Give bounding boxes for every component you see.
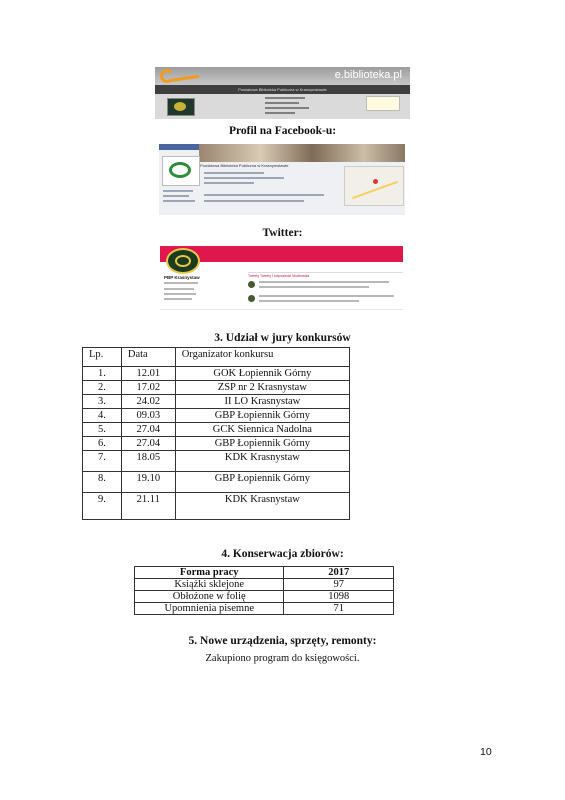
profile-picture [162,156,200,186]
header-year: 2017 [284,567,394,579]
table-row [83,493,350,520]
text-line [259,295,394,297]
text-line [204,172,264,174]
page-number: 10 [480,746,492,758]
text-line [204,200,304,202]
table-row [83,423,350,437]
twitter-stats-bar [248,263,403,273]
brand-text: e.biblioteka.pl [334,69,402,81]
text-line [259,286,369,288]
row-lp: 8. [83,472,122,493]
text-line [163,195,189,197]
row-lp: 5. [83,423,122,437]
text-line [259,281,389,283]
conservation-table [134,566,394,615]
text-line [164,293,196,295]
row-date: 24.02 [121,395,175,409]
text-line [204,177,284,179]
row-lp: 6. [83,437,122,451]
text-line [164,288,194,290]
row-lp: 2. [83,381,122,395]
text-line [265,107,309,109]
row-lp: 1. [83,367,122,381]
table-row [135,591,394,603]
row-work-form: Obłożone w folię [135,591,284,603]
row-organizer: GOK Łopiennik Górny [175,367,349,381]
row-date: 12.01 [121,367,175,381]
text-line [164,298,192,300]
text-line [204,182,254,184]
header-work-form: Forma pracy [135,567,284,579]
twitter-tabs: Tweety Tweety i odpowiedzi Multimedia [248,274,310,278]
row-value: 1098 [284,591,394,603]
cover-photo [199,144,405,162]
library-photo [167,98,195,116]
jury-table [82,347,350,520]
section3-heading: 3. Udział w jury konkursów [214,332,351,344]
table-header-row [83,348,350,367]
section4-heading: 4. Konserwacja zbiorów: [221,548,344,560]
ebiblioteka-screenshot [155,67,410,119]
row-organizer: GBP Łopiennik Górny [175,409,349,423]
row-organizer: GCK Siennica Nadolna [175,423,349,437]
table-row [83,437,350,451]
row-value: 71 [284,603,394,615]
table-row [83,451,350,472]
table-row [83,472,350,493]
text-line [163,190,193,192]
row-lp: 3. [83,395,122,409]
row-lp: 9. [83,493,122,520]
text-line [164,282,198,284]
table-row [135,579,394,591]
twitter-profile-name: PBP Krasnystaw [164,275,200,280]
section5-heading: 5. Nowe urządzenia, sprzęty, remonty: [188,635,377,647]
row-organizer: II LO Krasnystaw [175,395,349,409]
table-row [83,367,350,381]
table-row [83,395,350,409]
row-date: 27.04 [121,437,175,451]
row-organizer: GBP Łopiennik Górny [175,437,349,451]
row-lp: 7. [83,451,122,472]
row-organizer: KDK Krasnystaw [175,451,349,472]
row-date: 21.11 [121,493,175,520]
row-date: 09.03 [121,409,175,423]
header-organizer: Organizator konkursu [175,348,349,367]
row-date: 19.10 [121,472,175,493]
row-organizer: ZSP nr 2 Krasnystaw [175,381,349,395]
table-row [83,409,350,423]
section5-text: Zakupiono program do księgowości. [205,653,360,664]
facebook-heading: Profil na Facebook-u: [228,125,337,137]
facebook-topbar [159,144,199,150]
table-row [83,381,350,395]
row-date: 18.05 [121,451,175,472]
facebook-page-name: Powiatowa Biblioteka Publiczna w Krasnymstawie [200,163,289,168]
row-organizer: GBP Łopiennik Górny [175,472,349,493]
twitter-avatar [166,248,200,274]
tweet-avatar [248,281,255,288]
tweet-avatar [248,295,255,302]
row-value: 97 [284,579,394,591]
row-work-form: Książki sklejone [135,579,284,591]
text-line [259,300,359,302]
info-box [366,96,400,111]
table-header-row [135,567,394,579]
facebook-screenshot [159,144,405,215]
header-date: Data [121,348,175,367]
header-lp: Lp. [83,348,122,367]
text-line [163,200,195,202]
map-widget [344,166,404,206]
text-line [265,112,295,114]
row-date: 17.02 [121,381,175,395]
twitter-heading: Twitter: [262,227,303,239]
row-work-form: Upomnienia pisemne [135,603,284,615]
row-date: 27.04 [121,423,175,437]
title-band-text: Powiatowa Biblioteka Publiczna w Krasnymstawie [238,87,327,92]
table-row [135,603,394,615]
twitter-screenshot [160,246,403,310]
text-line [265,102,299,104]
text-line [265,97,305,99]
row-lp: 4. [83,409,122,423]
row-organizer: KDK Krasnystaw [175,493,349,520]
text-line [204,194,324,196]
